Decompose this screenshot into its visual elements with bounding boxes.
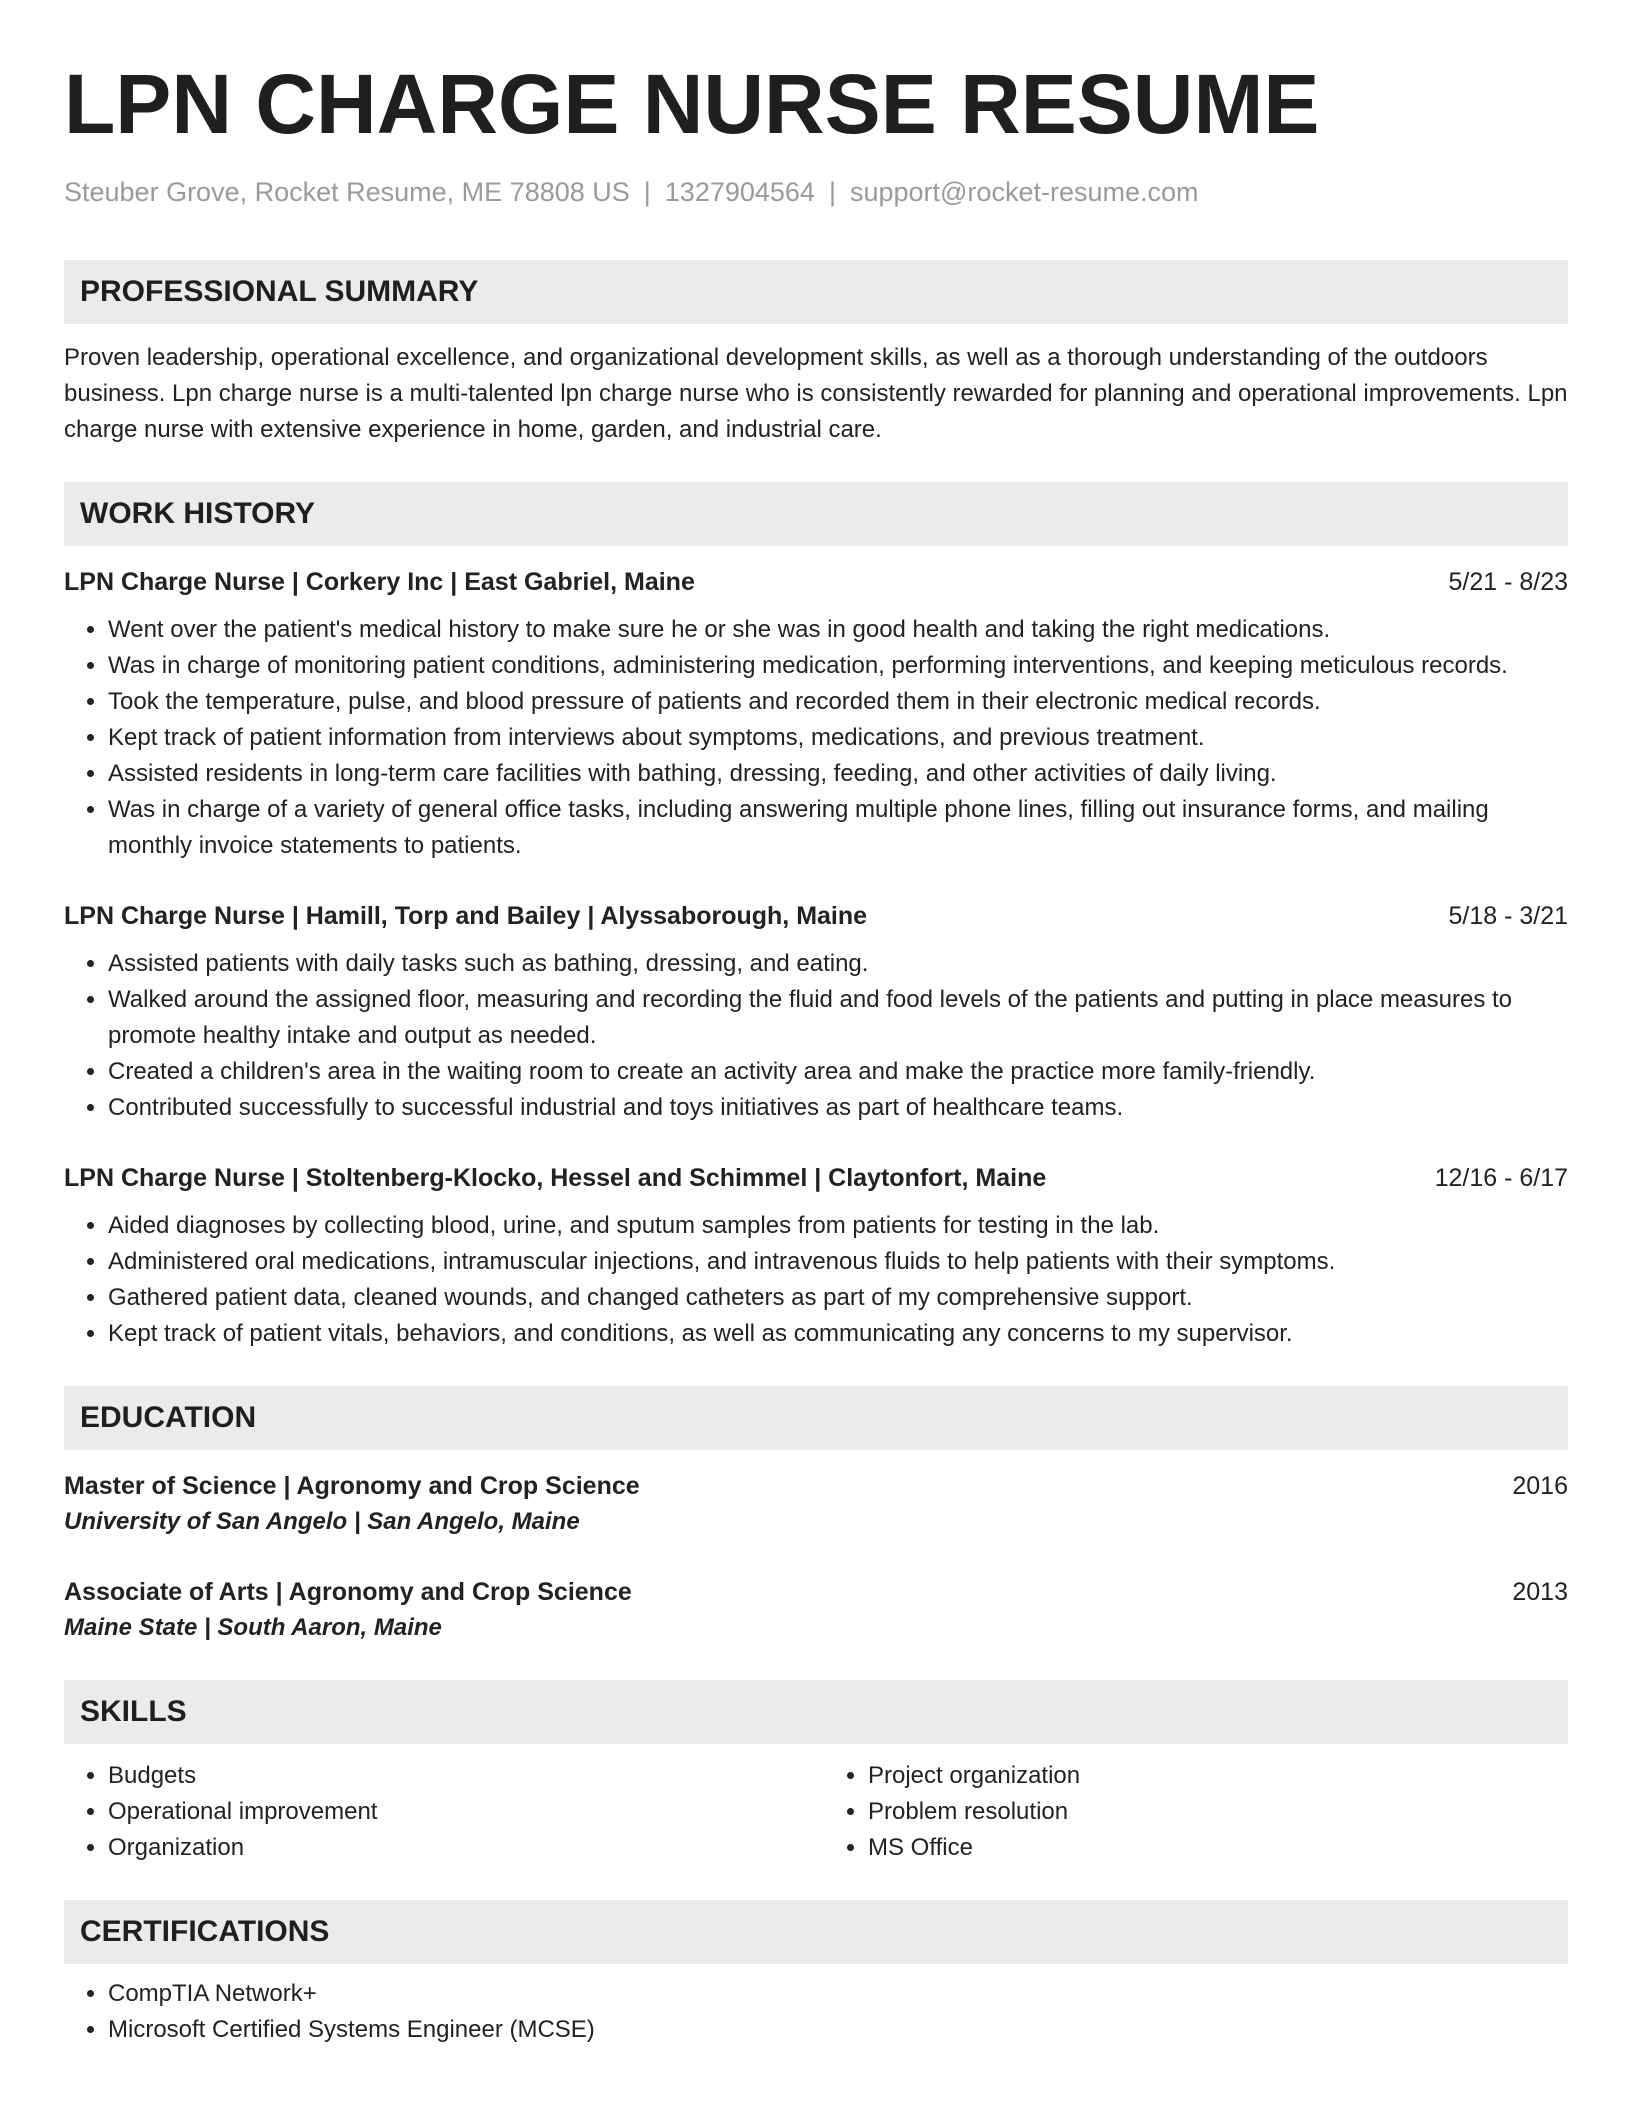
contact-email: support@rocket-resume.com [849, 177, 1199, 207]
skill-item: • Project organization [868, 1758, 1568, 1794]
skill-item: • Operational improvement [108, 1794, 816, 1830]
job-bullet: • Kept track of patient information from interviews about symptoms, medications, and previous treatment. [108, 720, 1568, 756]
job-bullet: • Assisted residents in long-term care facilities with bathing, dressing, feeding, and other activities of daily living. [108, 756, 1568, 792]
job-bullet: • Aided diagnoses by collecting blood, urine, and sputum samples from patients for testing in the lab. [108, 1208, 1568, 1244]
summary-text: Proven leadership, operational excellence, and organizational development skills, as well as a thorough understanding of the outdoors business. Lpn charge nurse is a multi-talented lpn charge nurse who is consistently rewarded for planning and operational improvements. Lpn charge nurse with extensive experience in home, garden, and industrial care. [64, 344, 1568, 443]
job-bullet: • Gathered patient data, cleaned wounds, and changed catheters as part of my comprehensive support. [108, 1280, 1568, 1316]
job-dates: 12/16 - 6/17 [1434, 1164, 1568, 1192]
skills-column-right [816, 1758, 1568, 1866]
resume-title: LPN CHARGE NURSE RESUME [64, 57, 1320, 151]
education-year: 2016 [1512, 1472, 1568, 1500]
certification-item: • Microsoft Certified Systems Engineer (MCSE) [108, 2012, 1568, 2048]
skills-list [64, 1758, 1568, 1866]
skill-item: • Budgets [108, 1758, 816, 1794]
certification-item: • CompTIA Network+ [108, 1976, 1568, 2012]
job-dates: 5/21 - 8/23 [1448, 568, 1568, 596]
job-bullet: • Took the temperature, pulse, and blood pressure of patients and recorded them in their electronic medical records. [108, 684, 1568, 720]
education-year: 2013 [1512, 1578, 1568, 1606]
job-title: LPN Charge Nurse | Hamill, Torp and Bailey | Alyssaborough, Maine [64, 902, 868, 930]
section-heading-work-history: WORK HISTORY [64, 482, 1568, 546]
job-bullet: • Walked around the assigned floor, measuring and recording the fluid and food levels of the patients and putting in place measures to promote healthy intake and output as needed. [108, 982, 1568, 1054]
job-dates: 5/18 - 3/21 [1448, 902, 1568, 930]
job-bullet: • Was in charge of a variety of general office tasks, including answering multiple phone lines, filling out insurance forms, and mailing monthly invoice statements to patients. [108, 792, 1568, 864]
section-heading-certifications: CERTIFICATIONS [64, 1900, 1568, 1964]
skill-item: • Organization [108, 1830, 816, 1866]
contact-address: Steuber Grove, Rocket Resume, ME 78808 US [64, 177, 630, 207]
skills-column-left [64, 1758, 816, 1866]
education-degree: Master of Science | Agronomy and Crop Science [64, 1472, 640, 1500]
job-entry [64, 564, 1568, 864]
job-bullet: • Assisted patients with daily tasks such as bathing, dressing, and eating. [108, 946, 1568, 982]
job-entry [64, 1160, 1568, 1352]
education-entry [64, 1468, 1568, 1540]
job-bullets [64, 1208, 1568, 1352]
section-heading-summary: PROFESSIONAL SUMMARY [64, 260, 1568, 324]
certifications-list [64, 1976, 1568, 2048]
job-bullet: • Administered oral medications, intramuscular injections, and intravenous fluids to help patients with their symptoms. [108, 1244, 1568, 1280]
contact-separator: | [828, 177, 836, 207]
job-bullet: • Contributed successfully to successful industrial and toys initiatives as part of healthcare teams. [108, 1090, 1568, 1126]
section-heading-skills: SKILLS [64, 1680, 1568, 1744]
section-heading-education: EDUCATION [64, 1386, 1568, 1450]
contact-line [64, 176, 1568, 208]
skill-item: • Problem resolution [868, 1794, 1568, 1830]
education-school: University of San Angelo | San Angelo, Maine [64, 1508, 580, 1535]
contact-separator: | [643, 177, 651, 207]
education-entry [64, 1574, 1568, 1646]
job-bullet: • Kept track of patient vitals, behaviors, and conditions, as well as communicating any concerns to my supervisor. [108, 1316, 1568, 1352]
job-title: LPN Charge Nurse | Stoltenberg-Klocko, Hessel and Schimmel | Claytonfort, Maine [64, 1164, 1047, 1192]
job-bullet: • Went over the patient's medical history to make sure he or she was in good health and taking the right medications. [108, 612, 1568, 648]
job-bullets [64, 946, 1568, 1126]
contact-phone: 1327904564 [664, 177, 815, 207]
job-bullets [64, 612, 1568, 864]
job-entry [64, 898, 1568, 1126]
job-bullet: • Was in charge of monitoring patient conditions, administering medication, performing interventions, and keeping meticulous records. [108, 648, 1568, 684]
education-school: Maine State | South Aaron, Maine [64, 1614, 442, 1641]
job-bullet: • Created a children's area in the waiting room to create an activity area and make the practice more family-friendly. [108, 1054, 1568, 1090]
skill-item: • MS Office [868, 1830, 1568, 1866]
education-degree: Associate of Arts | Agronomy and Crop Science [64, 1578, 632, 1606]
job-title: LPN Charge Nurse | Corkery Inc | East Gabriel, Maine [64, 568, 695, 596]
